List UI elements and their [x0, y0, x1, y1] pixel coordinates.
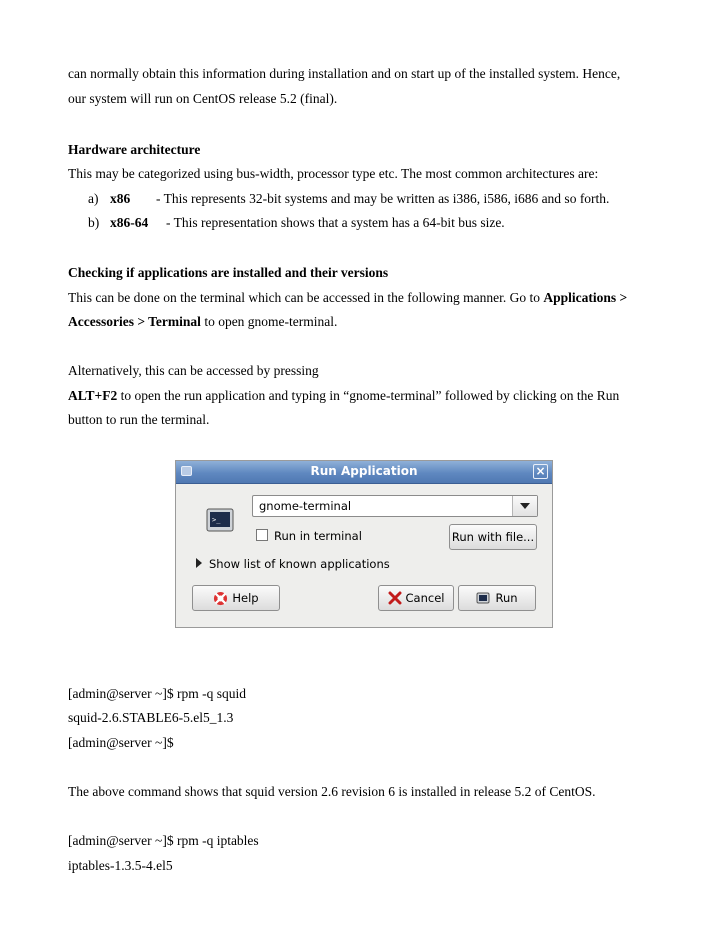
list-term: x86 — [110, 191, 131, 206]
body-text-line — [68, 289, 627, 307]
body-text-line: can normally obtain this information during installation and on start up of the installed system. Hence, — [68, 66, 621, 81]
run-application-dialog — [175, 460, 553, 628]
cancel-x-icon — [388, 591, 402, 605]
body-text-line — [68, 313, 337, 331]
body-text-line: button to run the terminal. — [68, 412, 210, 427]
text-run: to open the run application and typing in “gnome-terminal” followed by clicking on the Run — [117, 388, 620, 403]
close-icon[interactable]: × — [533, 464, 548, 479]
command-combobox[interactable] — [252, 495, 538, 517]
run-in-terminal-checkbox[interactable] — [256, 529, 362, 543]
menu-path-text: Accessories > Terminal — [68, 314, 201, 329]
terminal-line: iptables-1.3.5-4.el5 — [68, 858, 173, 873]
list-term: x86-64 — [110, 215, 149, 230]
dialog-title: Run Application — [310, 464, 418, 478]
body-text-line: This may be categorized using bus-width, processor type etc. The most common architectures are: — [68, 166, 599, 181]
list-marker: b) — [88, 215, 100, 230]
body-text-line — [68, 387, 619, 405]
shortcut-text: ALT+F2 — [68, 388, 118, 403]
help-button[interactable] — [192, 585, 280, 611]
terminal-line: squid-2.6.STABLE6-5.el5_1.3 — [68, 710, 234, 725]
dialog-titlebar — [176, 461, 552, 484]
body-text-line: Alternatively, this can be accessed by pressing — [68, 363, 319, 378]
section-heading-checking: Checking if applications are installed and their versions — [68, 265, 389, 280]
list-marker: a) — [88, 191, 99, 206]
help-lifebuoy-icon — [213, 591, 228, 606]
list-desc: - This represents 32-bit systems and may be written as i386, i586, i686 and so forth. — [156, 191, 610, 206]
terminal-line: [admin@server ~]$ rpm -q squid — [68, 686, 246, 701]
terminal-line: [admin@server ~]$ rpm -q iptables — [68, 833, 259, 848]
button-label: Help — [232, 591, 259, 605]
list-item — [88, 214, 505, 232]
chevron-down-icon[interactable] — [512, 496, 537, 516]
checkbox-box[interactable] — [256, 529, 268, 541]
command-value: gnome-terminal — [259, 499, 352, 513]
list-desc: - This representation shows that a system has a 64-bit bus size. — [166, 215, 505, 230]
svg-text:>_: >_ — [212, 516, 221, 524]
terminal-line: [admin@server ~]$ — [68, 735, 174, 750]
expander-label: Show list of known applications — [209, 557, 390, 571]
section-heading-hardware: Hardware architecture — [68, 142, 201, 157]
body-text-line: The above command shows that squid version 2.6 revision 6 is installed in release 5.2 of CentOS. — [68, 784, 596, 799]
text-run: This can be done on the terminal which can be accessed in the following manner. Go to — [68, 290, 544, 305]
menu-path-text: Applications > — [543, 290, 628, 305]
run-button[interactable] — [458, 585, 536, 611]
body-text-line: our system will run on CentOS release 5.2 (final). — [68, 91, 338, 106]
text-run: to open gnome-terminal. — [200, 314, 338, 329]
cancel-button[interactable] — [378, 585, 454, 611]
button-label: Run — [495, 591, 518, 605]
expander-arrow-icon — [196, 558, 202, 568]
checkbox-label: Run in terminal — [274, 529, 362, 543]
button-label: Cancel — [405, 591, 445, 605]
button-label: Run with file... — [451, 530, 535, 544]
run-with-file-button[interactable] — [449, 524, 537, 550]
show-list-expander[interactable] — [196, 557, 390, 571]
terminal-icon — [206, 506, 236, 536]
run-icon — [476, 591, 491, 605]
list-item — [88, 190, 609, 208]
